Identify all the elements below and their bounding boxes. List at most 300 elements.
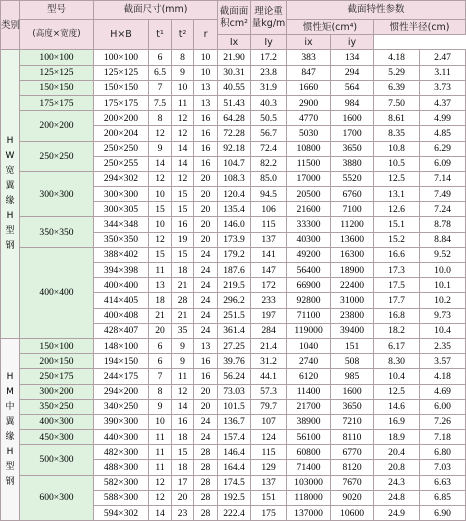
header-t2: t² [172, 20, 194, 50]
cell-hxb: 175×175 [94, 95, 149, 110]
cell-ix-lower: 17.5 [374, 278, 420, 293]
cell-ix-upper: 11500 [287, 156, 331, 171]
cell-area: 296.2 [218, 293, 251, 308]
cell-r: 16 [194, 111, 218, 126]
cell-area: 21.90 [218, 50, 251, 65]
header-model-sub: (高度×宽度) [20, 20, 94, 50]
cell-weight: 197 [251, 308, 287, 323]
cell-area: 92.18 [218, 141, 251, 156]
cell-area: 174.5 [218, 475, 251, 490]
table-row [1, 65, 466, 80]
cell-iy-lower: 4.99 [420, 111, 466, 126]
header-ix-upper: Ix [218, 35, 251, 50]
cell-weight: 115 [251, 445, 287, 460]
cell-hxb: 400×400 [94, 278, 149, 293]
cell-t2: 10 [172, 80, 194, 95]
cell-ix-upper: 383 [287, 50, 331, 65]
cell-ix-lower: 15.2 [374, 232, 420, 247]
cell-area: 72.28 [218, 126, 251, 141]
cell-t1: 6.5 [149, 65, 172, 80]
cell-t1: 10 [149, 187, 172, 202]
cell-r: 24 [194, 430, 218, 445]
cell-ix-lower: 6.39 [374, 80, 420, 95]
cell-ix-upper: 103000 [287, 475, 331, 490]
cell-area: 108.3 [218, 171, 251, 186]
cell-r: 24 [194, 308, 218, 323]
cell-hxb: 428×407 [94, 323, 149, 338]
cell-r: 28 [194, 475, 218, 490]
cell-iy-upper: 294 [331, 65, 374, 80]
cell-t2: 15 [172, 187, 194, 202]
model-size-cell: 150×100 [20, 338, 94, 353]
cell-area: 157.4 [218, 430, 251, 445]
cell-t1: 6 [149, 338, 172, 353]
cell-ix-lower: 18.9 [374, 430, 420, 445]
cell-area: 173.9 [218, 232, 251, 247]
cell-weight: 85.0 [251, 171, 287, 186]
cell-ix-lower: 18.2 [374, 323, 420, 338]
cell-iy-upper: 3650 [331, 141, 374, 156]
cell-weight: 31.2 [251, 354, 287, 369]
model-size-cell: 350×350 [20, 217, 94, 247]
cell-t1: 9 [149, 399, 172, 414]
cell-hxb: 390×300 [94, 414, 149, 429]
cell-area: 192.5 [218, 490, 251, 505]
cell-r: 10 [194, 50, 218, 65]
cell-r: 28 [194, 506, 218, 521]
cell-t1: 11 [149, 430, 172, 445]
cell-hxb: 150×150 [94, 80, 149, 95]
model-size-cell: 100×100 [20, 50, 94, 65]
cell-r: 28 [194, 490, 218, 505]
cell-t2: 12 [172, 171, 194, 186]
model-size-cell: 400×300 [20, 414, 94, 429]
cell-t2: 19 [172, 232, 194, 247]
cell-area: 136.7 [218, 414, 251, 429]
header-category: 类别 [1, 1, 20, 50]
cell-weight: 107 [251, 414, 287, 429]
cell-iy-upper: 151 [331, 338, 374, 353]
table-row [1, 445, 466, 460]
cell-r: 24 [194, 278, 218, 293]
cell-weight: 23.8 [251, 65, 287, 80]
cell-ix-upper: 49200 [287, 247, 331, 262]
cell-hxb: 400×408 [94, 308, 149, 323]
model-size-cell: 200×200 [20, 111, 94, 141]
cell-t1: 9 [149, 141, 172, 156]
cell-t2: 18 [172, 263, 194, 278]
cell-hxb: 388×402 [94, 247, 149, 262]
table-body [1, 50, 466, 521]
cell-ix-upper: 56400 [287, 263, 331, 278]
cell-r: 16 [194, 156, 218, 171]
table-row [1, 111, 466, 126]
cell-weight: 94.5 [251, 187, 287, 202]
cell-ix-upper: 33300 [287, 217, 331, 232]
cell-ix-upper: 1040 [287, 338, 331, 353]
cell-iy-upper: 1600 [331, 384, 374, 399]
cell-iy-upper: 8110 [331, 430, 374, 445]
cell-r: 24 [194, 247, 218, 262]
cell-t1: 14 [149, 506, 172, 521]
table-row [1, 80, 466, 95]
cell-ix-lower: 10.4 [374, 369, 420, 384]
cell-t2: 15 [172, 247, 194, 262]
cell-t1: 15 [149, 202, 172, 217]
cell-ix-upper: 92800 [287, 293, 331, 308]
cell-area: 104.7 [218, 156, 251, 171]
model-size-cell: 450×300 [20, 430, 94, 445]
cell-iy-upper: 10600 [331, 506, 374, 521]
model-size-cell: 600×300 [20, 475, 94, 521]
cell-iy-upper: 7100 [331, 202, 374, 217]
cell-t2: 14 [172, 141, 194, 156]
model-size-cell: 500×300 [20, 445, 94, 475]
cell-ix-lower: 16.6 [374, 247, 420, 262]
cell-t1: 8 [149, 111, 172, 126]
table-row [1, 369, 466, 384]
cell-t1: 12 [149, 232, 172, 247]
cell-t2: 9 [172, 65, 194, 80]
cell-weight: 17.2 [251, 50, 287, 65]
cell-iy-upper: 6770 [331, 445, 374, 460]
cell-weight: 82.2 [251, 156, 287, 171]
cell-weight: 115 [251, 217, 287, 232]
cell-ix-upper: 4770 [287, 111, 331, 126]
cell-iy-lower: 2.35 [420, 338, 466, 353]
cell-iy-upper: 16300 [331, 247, 374, 262]
cell-weight: 137 [251, 475, 287, 490]
cell-r: 20 [194, 187, 218, 202]
cell-area: 39.76 [218, 354, 251, 369]
cell-ix-upper: 38900 [287, 414, 331, 429]
cell-area: 51.43 [218, 95, 251, 110]
header-model: 型号 [20, 1, 94, 20]
cell-ix-lower: 12.5 [374, 171, 420, 186]
cell-iy-upper: 508 [331, 354, 374, 369]
cell-area: 27.25 [218, 338, 251, 353]
cell-iy-lower: 7.49 [420, 187, 466, 202]
cell-t1: 12 [149, 171, 172, 186]
cell-t2: 20 [172, 490, 194, 505]
cell-iy-lower: 8.78 [420, 217, 466, 232]
cell-iy-lower: 9.52 [420, 247, 466, 262]
category-cell-hw [1, 50, 20, 339]
cell-weight: 106 [251, 202, 287, 217]
cell-t1: 21 [149, 308, 172, 323]
cell-t1: 14 [149, 156, 172, 171]
cell-weight: 31.9 [251, 80, 287, 95]
header-area: 截面面积cm² [218, 1, 251, 35]
model-size-cell: 175×175 [20, 95, 94, 110]
cell-area: 146.0 [218, 217, 251, 232]
cell-iy-upper: 8120 [331, 460, 374, 475]
model-size-cell: 300×300 [20, 171, 94, 217]
cell-t1: 6 [149, 50, 172, 65]
cell-t1: 12 [149, 126, 172, 141]
cell-t1: 10 [149, 414, 172, 429]
cell-r: 20 [194, 399, 218, 414]
cell-t1: 8 [149, 384, 172, 399]
cell-iy-lower: 6.29 [420, 141, 466, 156]
cell-ix-upper: 119000 [287, 323, 331, 338]
cell-ix-lower: 16.9 [374, 414, 420, 429]
header-section-props: 截面特性参数 [287, 1, 466, 20]
cell-ix-lower: 8.61 [374, 111, 420, 126]
cell-iy-lower: 6.80 [420, 445, 466, 460]
cell-t2: 14 [172, 399, 194, 414]
cell-weight: 50.5 [251, 111, 287, 126]
table-row [1, 414, 466, 429]
model-size-cell: 250×250 [20, 141, 94, 171]
cell-area: 219.5 [218, 278, 251, 293]
cell-t2: 18 [172, 460, 194, 475]
cell-iy-lower: 4.37 [420, 95, 466, 110]
cell-iy-upper: 23800 [331, 308, 374, 323]
cell-r: 24 [194, 414, 218, 429]
cell-ix-upper: 118000 [287, 490, 331, 505]
cell-iy-upper: 13600 [331, 232, 374, 247]
cell-weight: 172 [251, 278, 287, 293]
table-row [1, 338, 466, 353]
cell-weight: 124 [251, 430, 287, 445]
cell-r: 24 [194, 293, 218, 308]
cell-ix-lower: 4.18 [374, 50, 420, 65]
cell-iy-lower: 4.85 [420, 126, 466, 141]
cell-t2: 21 [172, 308, 194, 323]
cell-iy-lower: 2.47 [420, 50, 466, 65]
cell-weight: 233 [251, 293, 287, 308]
header-iy-lower: iy [331, 35, 374, 50]
cell-area: 179.2 [218, 247, 251, 262]
cell-t1: 10 [149, 217, 172, 232]
cell-weight: 151 [251, 490, 287, 505]
cell-ix-lower: 16.8 [374, 308, 420, 323]
model-size-cell: 125×125 [20, 65, 94, 80]
cell-t2: 12 [172, 126, 194, 141]
cell-t1: 18 [149, 293, 172, 308]
cell-iy-upper: 134 [331, 50, 374, 65]
cell-area: 135.4 [218, 202, 251, 217]
cell-t2: 8 [172, 50, 194, 65]
cell-weight: 175 [251, 506, 287, 521]
model-size-cell: 250×175 [20, 369, 94, 384]
cell-t2: 12 [172, 111, 194, 126]
cell-iy-lower: 4.69 [420, 384, 466, 399]
cell-r: 16 [194, 369, 218, 384]
cell-ix-lower: 17.7 [374, 293, 420, 308]
cell-t2: 16 [172, 414, 194, 429]
cell-t1: 13 [149, 278, 172, 293]
cell-area: 73.03 [218, 384, 251, 399]
table-row [1, 384, 466, 399]
cell-ix-upper: 66900 [287, 278, 331, 293]
cell-ix-upper: 20500 [287, 187, 331, 202]
cell-hxb: 482×300 [94, 445, 149, 460]
cell-r: 16 [194, 126, 218, 141]
cell-r: 20 [194, 171, 218, 186]
cell-hxb: 588×300 [94, 490, 149, 505]
cell-iy-lower: 6.85 [420, 490, 466, 505]
cell-weight: 57.3 [251, 384, 287, 399]
table-row [1, 399, 466, 414]
cell-r: 13 [194, 95, 218, 110]
table-row [1, 354, 466, 369]
table-row [1, 50, 466, 65]
header-inertia: 惯性矩(cm⁴) [287, 20, 374, 35]
cell-t2: 12 [172, 384, 194, 399]
category-cell-hm [1, 338, 20, 520]
cell-r: 10 [194, 65, 218, 80]
cell-ix-lower: 13.1 [374, 187, 420, 202]
header-ix-lower: ix [287, 35, 331, 50]
cell-t2: 16 [172, 217, 194, 232]
cell-weight: 44.1 [251, 369, 287, 384]
cell-ix-lower: 8.30 [374, 354, 420, 369]
cell-iy-upper: 31000 [331, 293, 374, 308]
cell-iy-lower: 6.09 [420, 156, 466, 171]
header-t1: t¹ [149, 20, 172, 50]
cell-iy-lower: 3.57 [420, 354, 466, 369]
cell-t1: 15 [149, 247, 172, 262]
cell-hxb: 200×200 [94, 111, 149, 126]
cell-area: 30.31 [218, 65, 251, 80]
cell-iy-upper: 985 [331, 369, 374, 384]
cell-ix-lower: 6.17 [374, 338, 420, 353]
cell-hxb: 244×175 [94, 369, 149, 384]
cell-hxb: 125×125 [94, 65, 149, 80]
header-radius: 惯性半径(cm) [374, 20, 466, 35]
cell-t2: 9 [172, 338, 194, 353]
cell-weight: 141 [251, 247, 287, 262]
cell-t1: 7.5 [149, 95, 172, 110]
header-r: r [194, 20, 218, 50]
model-size-cell: 200×150 [20, 354, 94, 369]
cell-ix-lower: 20.4 [374, 445, 420, 460]
cell-weight: 40.3 [251, 95, 287, 110]
cell-t2: 11 [172, 369, 194, 384]
cell-r: 24 [194, 263, 218, 278]
cell-iy-upper: 18900 [331, 263, 374, 278]
model-size-cell: 300×200 [20, 384, 94, 399]
cell-iy-lower: 6.00 [420, 399, 466, 414]
cell-iy-upper: 1600 [331, 111, 374, 126]
cell-iy-lower: 6.63 [420, 475, 466, 490]
cell-t1: 7 [149, 80, 172, 95]
cell-ix-lower: 5.29 [374, 65, 420, 80]
cell-r: 16 [194, 354, 218, 369]
cell-iy-lower: 9.73 [420, 308, 466, 323]
cell-iy-upper: 9020 [331, 490, 374, 505]
cell-iy-lower: 7.14 [420, 171, 466, 186]
cell-area: 40.55 [218, 80, 251, 95]
cell-hxb: 250×250 [94, 141, 149, 156]
cell-weight: 137 [251, 232, 287, 247]
cell-hxb: 148×100 [94, 338, 149, 353]
cell-r: 20 [194, 384, 218, 399]
cell-hxb: 200×204 [94, 126, 149, 141]
cell-iy-upper: 3650 [331, 399, 374, 414]
cell-hxb: 100×100 [94, 50, 149, 65]
cell-ix-upper: 5030 [287, 126, 331, 141]
cell-ix-upper: 137000 [287, 506, 331, 521]
cell-weight: 147 [251, 263, 287, 278]
cell-iy-lower: 7.18 [420, 430, 466, 445]
header-weight: 理论重量kg/m [251, 1, 287, 35]
cell-iy-lower: 6.90 [420, 506, 466, 521]
cell-iy-lower: 10.1 [420, 278, 466, 293]
cell-t1: 6 [149, 354, 172, 369]
cell-t1: 12 [149, 475, 172, 490]
cell-iy-lower: 3.11 [420, 65, 466, 80]
cell-r: 28 [194, 445, 218, 460]
cell-hxb: 582×300 [94, 475, 149, 490]
table-row [1, 247, 466, 262]
cell-r: 20 [194, 217, 218, 232]
cell-ix-lower: 17.3 [374, 263, 420, 278]
header-hxb: H×B [94, 20, 149, 50]
cell-t2: 14 [172, 156, 194, 171]
cell-ix-upper: 56100 [287, 430, 331, 445]
model-size-cell: 150×150 [20, 80, 94, 95]
header-iy-upper: Iy [251, 35, 287, 50]
cell-r: 28 [194, 460, 218, 475]
category-label: HW宽翼缘H型钢 [5, 136, 15, 252]
cell-hxb: 250×255 [94, 156, 149, 171]
cell-area: 56.24 [218, 369, 251, 384]
cell-ix-lower: 8.35 [374, 126, 420, 141]
cell-t1: 12 [149, 490, 172, 505]
cell-ix-upper: 71100 [287, 308, 331, 323]
cell-t2: 35 [172, 323, 194, 338]
category-label: HM中翼缘H型钢 [5, 371, 15, 487]
cell-hxb: 194×150 [94, 354, 149, 369]
table-row [1, 171, 466, 186]
cell-ix-upper: 2900 [287, 95, 331, 110]
cell-ix-upper: 71400 [287, 460, 331, 475]
cell-iy-lower: 7.03 [420, 460, 466, 475]
cell-ix-lower: 24.9 [374, 506, 420, 521]
cell-iy-lower: 7.24 [420, 202, 466, 217]
cell-iy-lower: 10.0 [420, 263, 466, 278]
cell-ix-lower: 12.5 [374, 384, 420, 399]
cell-ix-upper: 17000 [287, 171, 331, 186]
cell-hxb: 414×405 [94, 293, 149, 308]
cell-r: 13 [194, 338, 218, 353]
cell-hxb: 294×200 [94, 384, 149, 399]
cell-area: 361.4 [218, 323, 251, 338]
model-size-cell: 400×400 [20, 247, 94, 338]
cell-ix-lower: 20.8 [374, 460, 420, 475]
cell-iy-lower: 8.84 [420, 232, 466, 247]
cell-ix-upper: 10800 [287, 141, 331, 156]
cell-ix-lower: 12.6 [374, 202, 420, 217]
cell-weight: 129 [251, 460, 287, 475]
cell-iy-upper: 22400 [331, 278, 374, 293]
cell-t1: 11 [149, 460, 172, 475]
cell-r: 13 [194, 80, 218, 95]
cell-r: 20 [194, 202, 218, 217]
cell-weight: 72.4 [251, 141, 287, 156]
cell-hxb: 344×348 [94, 217, 149, 232]
header-section-dims: 截面尺寸(mm) [94, 1, 218, 20]
cell-weight: 79.7 [251, 399, 287, 414]
cell-iy-lower: 7.26 [420, 414, 466, 429]
cell-iy-lower: 10.4 [420, 323, 466, 338]
cell-ix-upper: 11400 [287, 384, 331, 399]
cell-t1: 11 [149, 263, 172, 278]
cell-iy-upper: 39400 [331, 323, 374, 338]
